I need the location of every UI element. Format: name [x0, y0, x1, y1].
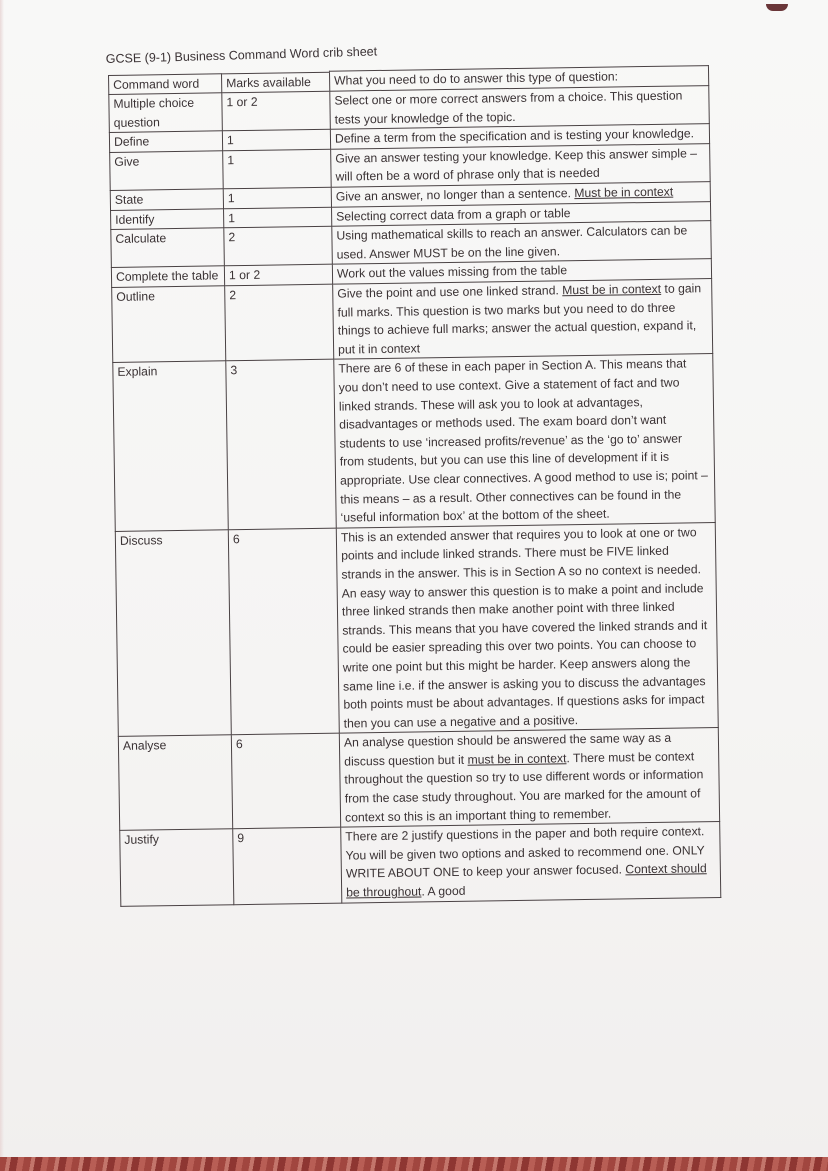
- marks-cell: 6: [228, 528, 339, 735]
- description-cell: [341, 822, 721, 903]
- page-shadow: [0, 0, 4, 1171]
- marks-cell: 6: [231, 733, 340, 829]
- marks-cell: 1: [223, 149, 332, 189]
- description-cell: [331, 143, 711, 187]
- header-what-to-do: What you need to do to answer this type of question:: [329, 66, 708, 92]
- description-text: . A good: [421, 883, 466, 899]
- emphasis-text: Must be in context: [574, 184, 674, 201]
- description-cell: [330, 86, 710, 130]
- description-text: Define a term from the specification and is testing your knowledge.: [334, 126, 695, 146]
- header-command-word: Command word: [109, 73, 222, 94]
- description-text: This is an extended answer that requires you to look at one or two points and include linked strands. There must be FIVE linked strands in the answer. This is in Section A so no context is needed. An easy way to answer this question is to make a point and include three linked strands then make another point with three linked strands. This means that you have covered the linked strands and it could be easier spreading this over two points. You can choose to write one point but this might be harder. Keep answers along the same line i.e. if the answer is asking you to discuss the advantages both points must be about advantages. If questions asks for impact then you can use a negative and a positive.: [340, 525, 708, 731]
- crib-sheet: [108, 65, 720, 906]
- marks-cell: 1: [222, 129, 330, 150]
- marks-cell: 1 or 2: [224, 265, 332, 286]
- description-cell: [336, 522, 718, 733]
- command-word-cell: Multiple choice question: [109, 93, 223, 133]
- ink-mark: [766, 4, 788, 11]
- command-word-cell: Complete the table: [111, 266, 224, 287]
- marks-cell: 3: [226, 360, 336, 530]
- description-text: Select one or more correct answers from a choice. This question tests your knowledge of the topic.: [334, 88, 683, 127]
- table-row: [112, 279, 713, 363]
- emphasis-text: must be in context: [467, 751, 567, 767]
- command-word-cell: Explain: [113, 361, 228, 531]
- header-marks-available: Marks available: [222, 72, 330, 93]
- command-word-cell: Define: [109, 131, 222, 152]
- description-text: There are 6 of these in each paper in Section A. This means that you don’t need to use context. Give a statement of fact and two linked strands. These will ask you to look at advantages, disadvantages or methods used. The exam board don’t want students to use ‘increased profits/revenue’ as the ‘go to’ answer from students, but you can use this line of development if it is appropriate. Use clear connectives. A good method to use is; point – this means – as a result. Other connectives can be found in the ‘useful information box’ at the bottom of the sheet.: [338, 356, 709, 525]
- description-text: There are 2 justify questions in the paper and both require context. You will be given two options and asked to recommend one. ONLY WRITE ABOUT ONE to keep your answer focused.: [345, 824, 705, 881]
- description-text: . There must be context throughout the question so try to use different words or information from the case study throughout. You are marked for the amount of context so this is an important thing to remember.: [344, 749, 704, 825]
- document-title: GCSE (9-1) Business Command Word crib sheet: [105, 44, 378, 66]
- table-row: [120, 822, 721, 906]
- emphasis-text: Context should be throughout: [346, 861, 707, 900]
- marks-cell: 2: [225, 284, 334, 361]
- description-cell: [332, 221, 712, 265]
- page-edge: [0, 1157, 828, 1171]
- description-text: Selecting correct data from a graph or table: [336, 205, 571, 224]
- description-text: Give an answer testing your knowledge. Keep this answer simple – will often be a word of phrase only that is needed: [335, 146, 698, 185]
- table-row: [118, 728, 719, 831]
- description-cell: [334, 354, 715, 528]
- marks-cell: 1: [224, 207, 332, 228]
- description-cell: [333, 279, 713, 360]
- table-row: [113, 354, 715, 531]
- marks-cell: 1: [223, 187, 331, 208]
- command-word-cell: Give: [110, 151, 224, 191]
- command-word-table: [108, 65, 721, 906]
- command-word-cell: Identify: [111, 208, 224, 229]
- marks-cell: 1 or 2: [222, 91, 331, 131]
- description-cell: [339, 728, 719, 828]
- description-text: An analyse question should be answered the same way as a discuss question but it: [343, 731, 672, 769]
- description-text: Using mathematical skills to reach an answer. Calculators can be used. Answer MUST be on the line given.: [336, 223, 688, 262]
- table-row: [115, 522, 718, 736]
- command-word-cell: State: [110, 189, 223, 210]
- command-word-cell: Analyse: [118, 735, 232, 831]
- command-word-cell: Outline: [112, 286, 226, 363]
- command-word-cell: Discuss: [115, 530, 231, 737]
- emphasis-text: Must be in context: [562, 281, 662, 298]
- description-text: Work out the values missing from the table: [336, 263, 568, 282]
- description-text: to gain full marks. This question is two marks but you need to do three things to achieve full marks; answer the actual question, expand it, put it in context: [337, 281, 702, 357]
- marks-cell: 2: [224, 226, 333, 266]
- marks-cell: 9: [233, 827, 342, 904]
- command-word-cell: Justify: [120, 829, 234, 906]
- command-word-cell: Calculate: [111, 228, 225, 268]
- description-text: Give an answer, no longer than a sentence.: [335, 186, 575, 204]
- description-text: Give the point and use one linked strand.: [337, 283, 563, 301]
